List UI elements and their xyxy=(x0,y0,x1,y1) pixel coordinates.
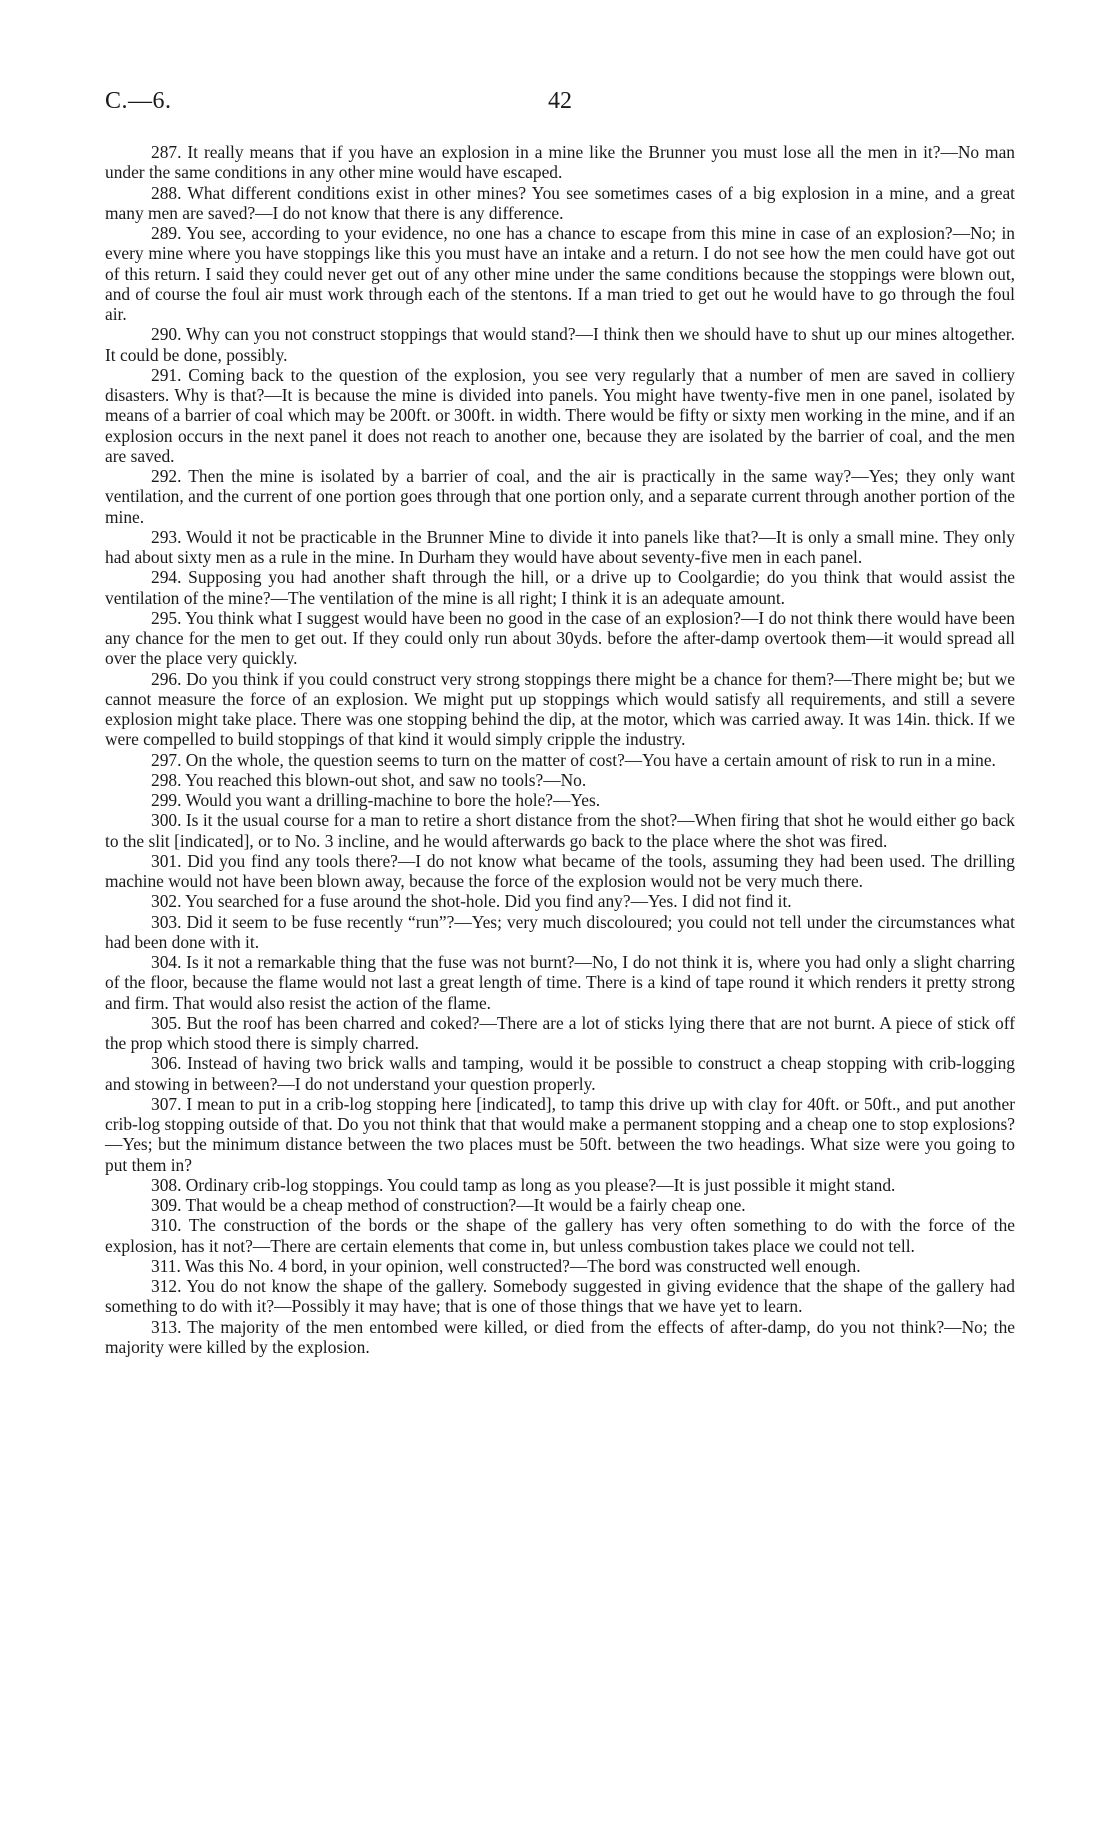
question-313: 313. The majority of the men entombed were killed, or died from the effects of after-damp, do you not think?—No; the majority were killed by the explosion. xyxy=(105,1316,1015,1357)
question-308: 308. Ordinary crib-log stoppings. You could tamp as long as you please?—It is just possible it might stand. xyxy=(151,1174,896,1195)
question-303: 303. Did it seem to be fuse recently “run”?—Yes; very much discoloured; you could not tell under the circumstances what had been done with it. xyxy=(105,911,1015,952)
question-307: 307. I mean to put in a crib-log stopping here [indicated], to tamp this drive up with clay for 40ft. or 50ft., and put another crib-log stopping outside of that. Do you not think that that would make a permanent stopping and a cheap one to stop explosions?—Yes; but the minimum distance between the two places must be 50ft. between the two headings. What size were you going to put them in? xyxy=(105,1093,1015,1175)
question-289: 289. You see, according to your evidence, no one has a chance to escape from this mine in case of an explosion?—No; in every mine where you have stoppings like this you must have an intake and a return. I do not see how the men could have got out of this return. I said they could never get out of any other mine under the same conditions because the stoppings were blown out, and of course the foul air must work through each of the stentons. If a man tried to get out he would have to go through the foul air. xyxy=(105,223,1015,324)
question-288: 288. What different conditions exist in other mines? You see sometimes cases of a big explosion in a mine, and a great many men are saved?—I do not know that there is any difference. xyxy=(105,182,1015,223)
question-304: 304. Is it not a remarkable thing that the fuse was not burnt?—No, I do not think it is, where you had only a slight charring of the floor, because the flame would not last a great length of time. There is a kind of tape round it which renders it pretty strong and firm. That would also resist the action of the flame. xyxy=(105,952,1015,1013)
question-291: 291. Coming back to the question of the explosion, you see very regularly that a number of men are saved in colliery disasters. Why is that?—It is because the mine is divided into panels. You might have twenty-five men in one panel, isolated by means of a barrier of coal which may be 200ft. or 300ft. in width. There would be fifty or sixty men working in the mine, and if an explosion occurs in the next panel it does not reach to another one, because they are isolated by the barrier of coal, and the men are saved. xyxy=(105,364,1015,466)
question-305: 305. But the roof has been charred and coked?—There are a lot of sticks lying there that are not burnt. A piece of stick off the prop which stood there is simply charred. xyxy=(105,1012,1015,1053)
question-302: 302. You searched for a fuse around the shot-hole. Did you find any?—Yes. I did not find it. xyxy=(151,891,792,912)
question-287: 287. It really means that if you have an explosion in a mine like the Brunner you must lose all the men in it?—No man under the same conditions in any other mine would have escaped. xyxy=(105,142,1015,183)
question-300: 300. Is it the usual course for a man to retire a short distance from the shot?—When firing that shot he would either go back to the slit [indicated], or to No. 3 incline, and he would afterwards go back to the place where the shot was fired. xyxy=(105,810,1015,851)
question-296: 296. Do you think if you could construct very strong stoppings there might be a chance for them?—There might be; but we cannot measure the force of an explosion. We might put up stoppings which would satisfy all requirements, and still a severe explosion might take place. There was one stopping behind the dip, at the motor, which was carried away. It was 14in. thick. If we were compelled to build stoppings of that kind it would simply cripple the industry. xyxy=(105,668,1015,750)
question-301: 301. Did you find any tools there?—I do not know what became of the tools, assuming they had been used. The drilling machine would not have been blown away, because the force of the explosion would not be very much there. xyxy=(105,850,1015,891)
question-311: 311. Was this No. 4 bord, in your opinion, well constructed?—The bord was constructed well enough. xyxy=(151,1255,861,1276)
question-306: 306. Instead of having two brick walls and tamping, would it be possible to construct a cheap stopping with crib-logging and stowing in between?—I do not understand your question properly. xyxy=(105,1053,1015,1094)
question-294: 294. Supposing you had another shaft through the hill, or a drive up to Coolgardie; do you think that would assist the ventilation of the mine?—The ventilation of the mine is all right; I think it is an adequate amount. xyxy=(105,567,1015,608)
page-number: 42 xyxy=(548,88,572,114)
question-297: 297. On the whole, the question seems to turn on the matter of cost?—You have a certain amount of risk to run in a mine. xyxy=(151,749,996,770)
page-header xyxy=(105,88,1015,122)
question-292: 292. Then the mine is isolated by a barrier of coal, and the air is practically in the same way?—Yes; they only want ventilation, and the current of one portion goes through that one portion only, and a separate current through another portion of the mine. xyxy=(105,466,1015,527)
question-310: 310. The construction of the bords or the shape of the gallery has very often something to do with the force of the explosion, has it not?—There are certain elements that come in, but unless combustion takes place we could not tell. xyxy=(105,1215,1015,1256)
question-299: 299. Would you want a drilling-machine to bore the hole?—Yes. xyxy=(151,790,601,810)
question-293: 293. Would it not be practicable in the Brunner Mine to divide it into panels like that?—It is only a small mine. They only had about sixty men as a rule in the mine. In Durham they would have about seventy-five men in each panel. xyxy=(105,526,1015,567)
document-id: C.—6. xyxy=(105,88,172,114)
evidence-body xyxy=(105,142,1015,1357)
question-312: 312. You do not know the shape of the gallery. Somebody suggested in giving evidence that the shape of the gallery had something to do with it?—Possibly it may have; that is one of those things that we have yet to learn. xyxy=(105,1276,1015,1317)
question-295: 295. You think what I suggest would have been no good in the case of an explosion?—I do not think there would have been any chance for the men to get out. If they could only run about 30yds. before the after-damp overtook them—it would spread all over the place very quickly. xyxy=(105,607,1015,669)
question-290: 290. Why can you not construct stoppings that would stand?—I think then we should have to shut up our mines altogether. It could be done, possibly. xyxy=(105,324,1015,365)
question-309: 309. That would be a cheap method of construction?—It would be a fairly cheap one. xyxy=(151,1195,746,1215)
question-298: 298. You reached this blown-out shot, and saw no tools?—No. xyxy=(151,769,587,790)
